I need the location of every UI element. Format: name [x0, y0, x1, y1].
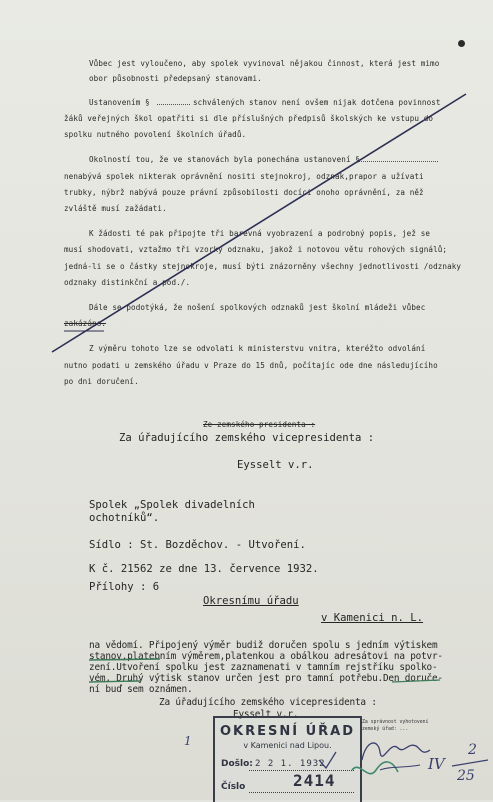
- recipient-office: Okresnímu úřadu: [203, 595, 299, 607]
- paragraph-3-start: Okolností tou, že ve stanovách byla ponechána ustanovení §: [89, 155, 360, 164]
- address-seat: Sídlo : St. Bozděchov. - Utvoření.: [89, 539, 306, 551]
- signature-name: Eysselt v.r.: [237, 459, 314, 471]
- paragraph-2-start: Ustanovením §: [89, 98, 150, 107]
- fraction-bar: [452, 760, 488, 766]
- green-underline: [89, 681, 140, 682]
- cancellation-stroke: [52, 94, 466, 352]
- note-line-2: stanov,platebním výměrem,platenkou a obálkou adresátovi na potvr-: [89, 651, 443, 662]
- handwritten-fraction-bottom: 25: [457, 768, 475, 784]
- signature-line: Za úřadujícího zemského vicepresidenta :: [119, 432, 375, 444]
- check-mark: [319, 752, 336, 768]
- handwritten-fraction-top: 2: [468, 742, 477, 758]
- note-line-3: zení.Utvoření spolku jest zaznamenati v tamním rejstříku spolko-: [89, 662, 438, 673]
- paragraph-4-line-3: jedná-li se o částky stejnokroje, musí býti znázorněny všechny jednotlivosti /odznaky: [64, 262, 462, 271]
- note-signature-name: Eysselt v.r.: [233, 709, 299, 720]
- paragraph-2-line-2: žáků veřejných škol opatřiti si dle příslušných předpisů školských ke vstupu do: [64, 114, 434, 123]
- paragraph-3-line-4: zvláště musí zažádati.: [64, 204, 167, 213]
- paragraph-6-line-3: po dni doručení.: [64, 377, 139, 386]
- paragraph-1-line-1: Vůbec jest vyloučeno, aby spolek vyvinoval nějakou činnost, která jest mimo: [89, 59, 440, 68]
- struck-signature-title: Ze zemského presidenta :: [203, 420, 316, 429]
- paragraph-5-line-1: Dále se podotýká, že nošení spolkových odznaků jest školní mládeži vůbec: [89, 303, 426, 312]
- note-line-1: na vědomí. Připojený výměr budiž doručen spolu s jedním výtiskem: [89, 640, 438, 651]
- note-line-5: ní buď sem oznámen.: [89, 684, 193, 695]
- stamp-title: OKRESNÍ ÚŘAD: [219, 724, 356, 739]
- correctness-note-line-1: Za správnost vyhotovení: [362, 720, 429, 725]
- correctness-note-line-2: zemský úřad: ...: [362, 727, 409, 732]
- address-line-1: Spolek „Spolek divadelních: [89, 499, 255, 511]
- stamp-number-label: Číslo: [221, 782, 246, 792]
- stamp-received-label: Došlo:: [221, 759, 253, 769]
- green-underline-2: [392, 680, 440, 682]
- stamp-town: v Kamenici nad Lipou.: [243, 741, 332, 750]
- paragraph-4-line-4: odznaky distinkční a pod./.: [64, 278, 191, 287]
- paragraph-1-line-2: obor působnosti předepsaný stanovami.: [89, 74, 262, 83]
- note-signature-line: Za úřadujícího zemského vicepresidenta :: [159, 697, 377, 708]
- signature-underline: [380, 765, 420, 770]
- paragraph-3-line-2: nenabývá spolek nikterak oprávnění nositi stejnokroj, odznak,prapor a užívati: [64, 172, 424, 181]
- stamp-number: 2414: [293, 771, 336, 790]
- paragraph-6-line-2: nutno podati u zemského úřadu v Praze do 15 dnů, počítajíc ode dne následujícího: [64, 361, 438, 370]
- paragraph-6-line-1: Z výměru tohoto lze se odvolati k ministerstvu vnitra, kteréžto odvolání: [89, 344, 426, 353]
- handwritten-signature: [362, 743, 430, 760]
- paragraph-4-line-1: K žádosti té pak připojte tři barevná vyobrazení a podrobný popis, jež se: [89, 229, 431, 238]
- stamp-date: 2 2 1. 1932: [255, 759, 326, 769]
- green-strike-1: [89, 659, 160, 660]
- attachments: Přílohy : 6: [89, 581, 160, 593]
- reference-number: K č. 21562 ze dne 13. července 1932.: [89, 563, 319, 575]
- note-line-4: vém. Druhý výtisk stanov určen jest pro tamní potřebu.Den doruče-: [89, 673, 443, 684]
- handwritten-mark: 1: [184, 734, 192, 748]
- handwritten-roman-numeral: IV: [428, 755, 445, 773]
- paragraph-2-line-3: spolku nutného povolení školních úřadů.: [64, 130, 247, 139]
- paragraph-5-line-2: zakázáno.: [64, 319, 107, 328]
- address-line-2: ochotníků“.: [89, 512, 160, 524]
- recipient-town: v Kamenici n. L.: [321, 612, 424, 624]
- paragraph-2-cont: schválených stanov není ovšem nijak dotčena povinnost: [193, 98, 441, 107]
- paragraph-3-line-3: trubky, nýbrž nabývá pouze právní způsobilosti docíci onoho oprávnění, za něž: [64, 188, 424, 197]
- paragraph-4-line-2: musí shodovati, vztažmo tři vzorky odznaku, jakož i notovou větu rohových signálů;: [64, 245, 448, 254]
